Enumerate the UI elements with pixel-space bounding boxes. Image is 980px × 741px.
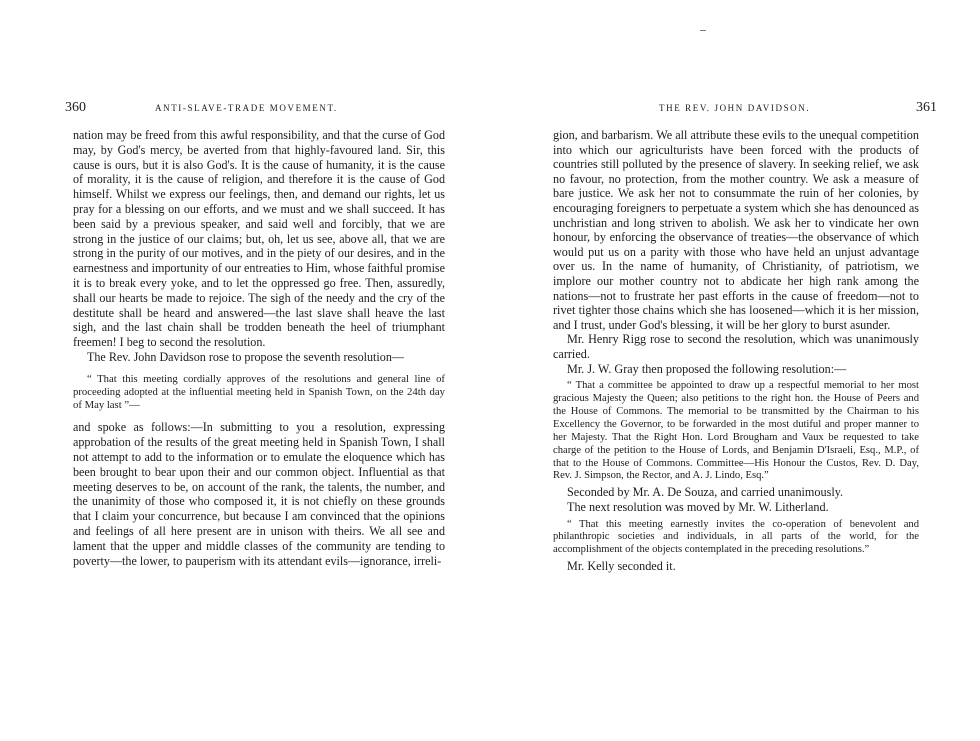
right-quoted-resolution-1 [553,380,919,483]
right-page-header [553,100,937,118]
right-quote-2-text: “ That this meeting earnestly invites the co-operation of benevolent and philanthropic societies and individuals, in all parts of the world, for the accomplishment of the objects contemplated in the preceding resolutions.” [553,518,919,556]
right-quoted-resolution-2 [553,519,919,558]
right-page [553,100,937,574]
left-quote-text: “ That this meeting cordially approves of the resolutions and general line of proceeding adopted at the influential meeting held in Spanish Town, on the 24th day of May last ”— [73,372,445,412]
left-paragraph-1: nation may be freed from this awful responsibility, and that the curse of God may, by God's mercy, be averted from that highly-favoured land. Sir, this cause is ours, but it is also God's. It is the cause of humanity, it is the cause of morality, it is the cause of religion, and therefore it is the cause of God himself. Whilst we express our feelings, then, and demand our rights, let us pray for a blessing on our efforts, and we must and we shall succeed. It has been said by a previous speaker, and said well and forcibly, that we are strong in the justice of our claims; but, oh, let us see, above all, that we are strong in the purity of our motives, and in the piety of our desires, and in the earnestness and importunity of our entreaties to Him, whose faithful promise it is to break every yoke, and to let the oppressed go free. Then, assuredly, shall our hearts be made to rejoice. The sigh of the needy and the cry of the destitute shall be heard and answered—the last slave shall heave the last sigh, and the last chain shall be trodden beneath the heel of triumphant freemen! I beg to second the resolution. [73,128,445,350]
left-page-number: 360 [65,100,86,115]
right-paragraph-2: Mr. Henry Rigg rose to second the resolution, which was unanimously carried. [553,332,919,361]
left-paragraph-2: The Rev. John Davidson rose to propose the seventh resolution— [87,349,404,364]
left-page [65,100,445,568]
right-paragraph-6: Mr. Kelly seconded it. [567,559,676,574]
right-page-number: 361 [916,100,937,115]
right-quote-1-text: “ That a committee be appointed to draw up a respectful memorial to her most gracious Majesty the Queen; also petitions to the right hon. the House of Peers and the House of Commons. The memorial to be transmitted by the Chairman to his Excellency the Governor, to be forwarded in the most dutiful and proper manner to her Majesty. That the Right Hon. Lord Brougham and Vaux be requested to take charge of the petition to the House of Lords, and Benjamin D'Israeli, Esq., M.P., of that to the House of Commons. Committee—His Honour the Custos, Rev. D. Day, Rev. J. Simpson, the Rector, and A. J. Lindo, Esq.” [553,380,919,482]
left-page-body [73,128,445,568]
right-page-body [553,128,919,574]
right-paragraph-4: Seconded by Mr. A. De Souza, and carried unanimously. [567,485,844,500]
right-paragraph-1: gion, and barbarism. We all attribute these evils to the unequal competition into which our agriculturists have been forced with the products of countries still polluted by the presence of slavery. In seeking relief, we ask no favour, no protection, from the mother country. We ask a measure of bare justice. We ask her not to consummate the ruin of her colonies, by encouraging foreigners to perpetuate a system which she has denounced as unchristian and long striven to abolish. We ask her to vindicate her own honour, by enforcing the observance of treaties—the observance of which would put us on a parity with those who have held an unjust advantage over us. In the name of humanity, of Christianity, of patriotism, we implore our mother country not to abdicate her high rank among the nations—not to frustrate her past efforts in the cause of freedom—not to rivet tighter those chains which she has loosened—which it is her mission, and I trust, under God's blessing, it will be her glory to burst asunder. [553,128,919,332]
right-paragraph-3: Mr. J. W. Gray then proposed the following resolution:— [567,361,847,376]
right-paragraph-5: The next resolution was moved by Mr. W. Litherland. [567,499,829,514]
left-page-header [65,100,445,118]
scan-mark [700,30,706,31]
left-running-title: ANTI-SLAVE-TRADE MOVEMENT. [155,103,338,113]
right-running-title: THE REV. JOHN DAVIDSON. [659,103,811,113]
left-paragraph-3: and spoke as follows:—In submitting to you a resolution, expressing approbation of the results of the great meeting held in Spanish Town, I shall not attempt to add to the information or to emulate the eloquence which has been brought to bear upon their and our common object. Influential as that meeting deserves to be, on account of the rank, the talents, the number, and the unanimity of those who composed it, it is not chiefly on these grounds that I claim your concurrence, but because I am convinced that the opinions and feelings of all here present are in unison with theirs. We all see and lament that the upper and middle classes of the community are tending to poverty—the lower, to pauperism with its attendant evils—ignorance, irreli- [73,420,445,568]
left-quoted-resolution [73,373,445,413]
